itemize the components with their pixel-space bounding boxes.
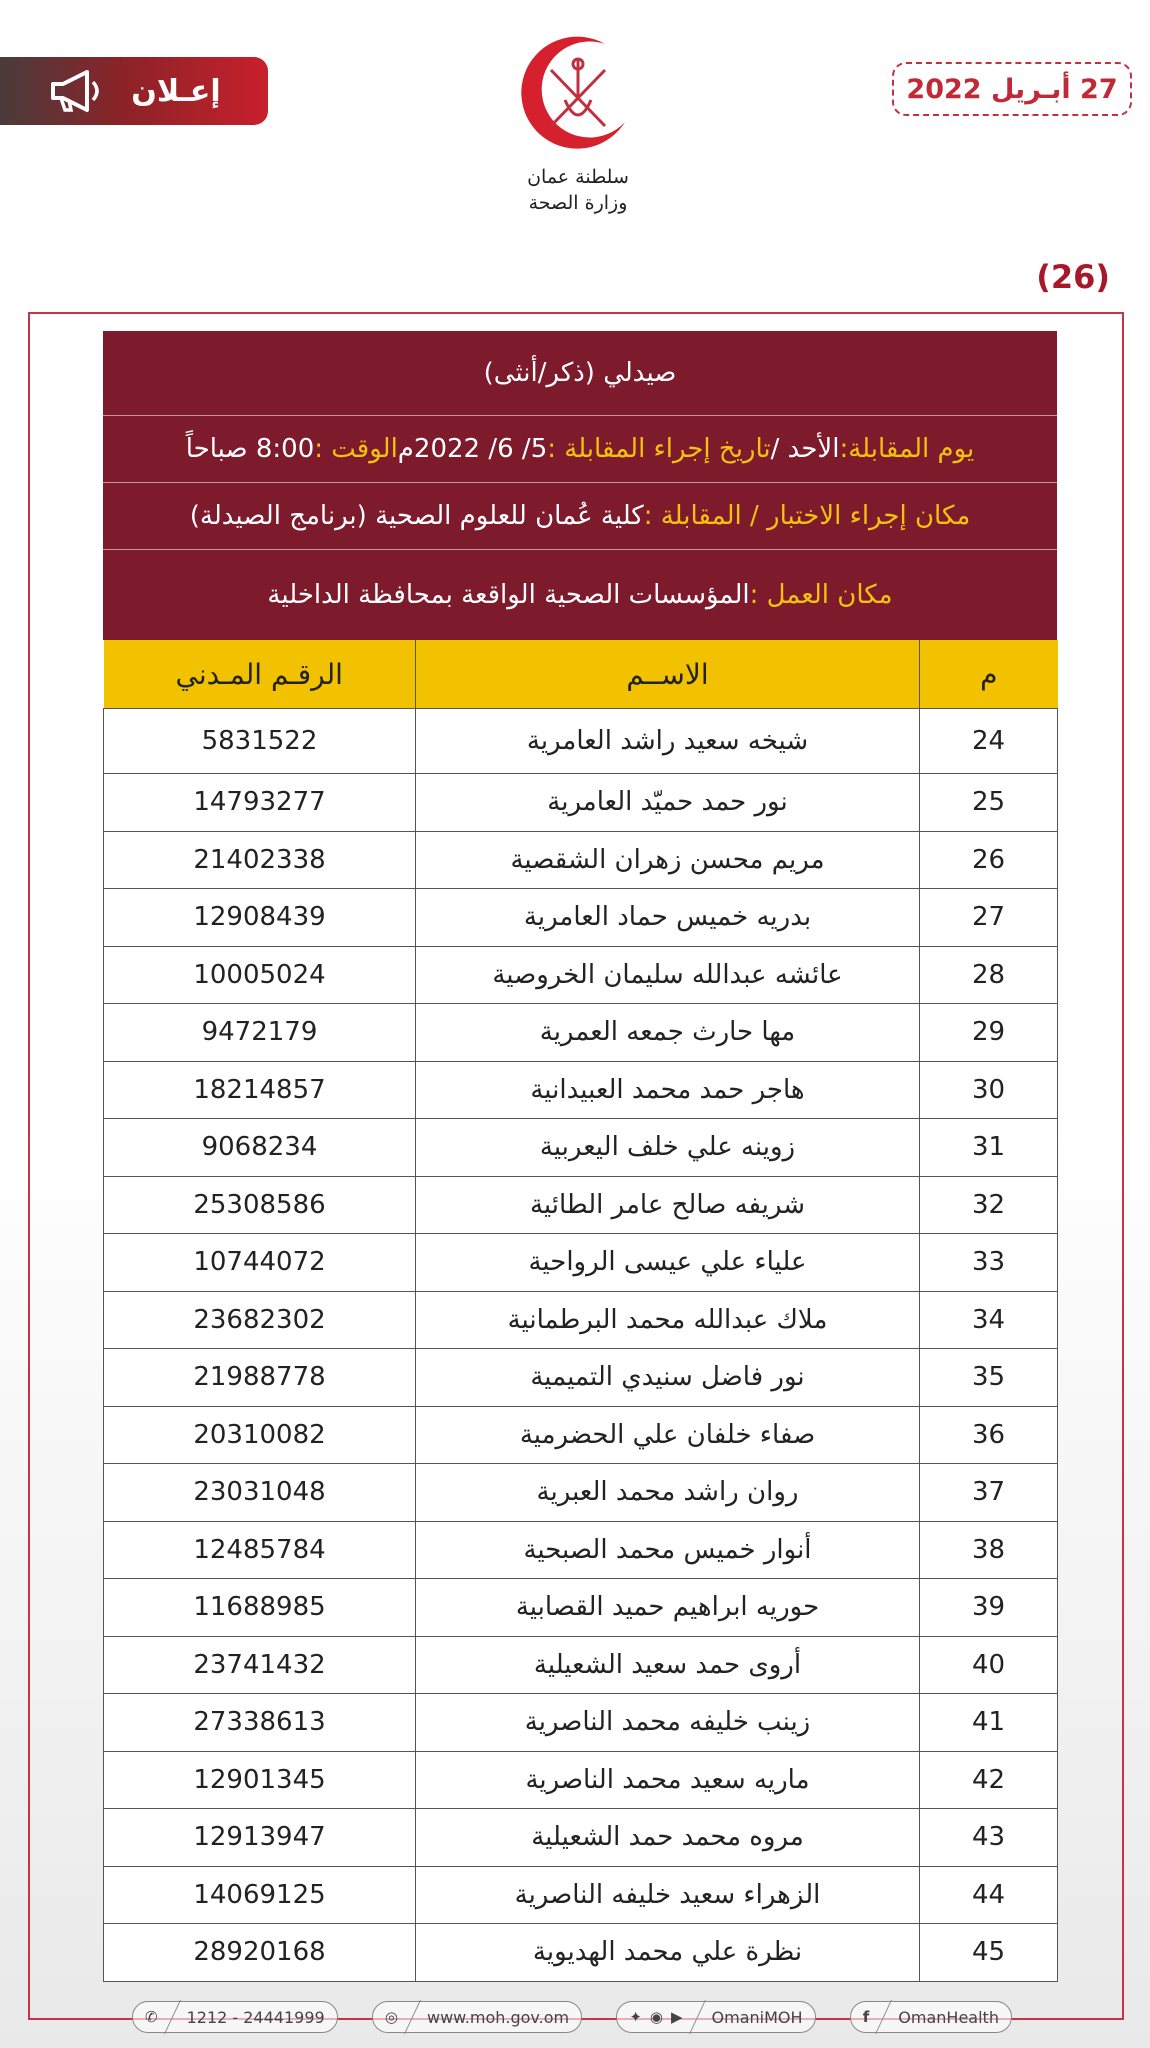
candidate-name: ماريه سعيد محمد الناصرية	[416, 1751, 920, 1809]
table-row	[104, 709, 1058, 774]
job-title-text: صيدلي (ذكر/أنثى)	[483, 358, 677, 388]
candidate-name: علياء علي عيسى الرواحية	[416, 1234, 920, 1292]
twitter-icon[interactable]: ✦	[629, 2008, 642, 2026]
table-row	[104, 1291, 1058, 1349]
row-number: 34	[920, 1291, 1058, 1349]
divider	[404, 2000, 421, 2034]
divider	[689, 2000, 706, 2034]
time-label: الوقت :	[314, 434, 398, 464]
civil-id: 14793277	[104, 774, 416, 832]
phone-number: 1212 - 24441999	[186, 2007, 325, 2027]
row-number: 32	[920, 1176, 1058, 1234]
workplace-value: المؤسسات الصحية الواقعة بمحافظة الداخلية	[267, 580, 750, 610]
table-row	[104, 1809, 1058, 1867]
interview-date-label: تاريخ إجراء المقابلة :	[547, 434, 771, 464]
khanjar-emblem-icon	[513, 30, 643, 160]
civil-id: 12901345	[104, 1751, 416, 1809]
page-number: (26)	[1036, 258, 1110, 296]
civil-id: 10005024	[104, 946, 416, 1004]
civil-id: 5831522	[104, 709, 416, 774]
civil-id: 10744072	[104, 1234, 416, 1292]
row-number: 40	[920, 1636, 1058, 1694]
workplace-label: مكان العمل :	[749, 580, 893, 610]
civil-id: 25308586	[104, 1176, 416, 1234]
row-number: 30	[920, 1061, 1058, 1119]
row-number: 29	[920, 1004, 1058, 1062]
candidate-name: ملاك عبدالله محمد البرطمانية	[416, 1291, 920, 1349]
table-row	[104, 774, 1058, 832]
civil-id: 12908439	[104, 889, 416, 947]
main-content	[103, 331, 1057, 1982]
civil-id: 11688985	[104, 1579, 416, 1637]
civil-id: 9068234	[104, 1119, 416, 1177]
table-row	[104, 1924, 1058, 1982]
civil-id: 28920168	[104, 1924, 416, 1982]
candidate-name: حوريه ابراهيم حميد القصابية	[416, 1579, 920, 1637]
header-num: م	[920, 640, 1058, 709]
civil-id: 20310082	[104, 1406, 416, 1464]
civil-id: 21402338	[104, 831, 416, 889]
phone-contact[interactable]	[132, 2001, 338, 2033]
table-row	[104, 831, 1058, 889]
table-row	[104, 1349, 1058, 1407]
youtube-icon[interactable]: ▶	[671, 2008, 683, 2026]
row-number: 26	[920, 831, 1058, 889]
candidate-name: عائشه عبدالله سليمان الخروصية	[416, 946, 920, 1004]
info-banner	[103, 331, 1057, 640]
interview-venue	[103, 483, 1057, 550]
divider	[164, 2000, 181, 2034]
civil-id: 23682302	[104, 1291, 416, 1349]
civil-id: 21988778	[104, 1349, 416, 1407]
row-number: 27	[920, 889, 1058, 947]
row-number: 25	[920, 774, 1058, 832]
divider	[875, 2000, 892, 2034]
candidate-name: شيخه سعيد راشد العامرية	[416, 709, 920, 774]
table-row	[104, 1004, 1058, 1062]
venue-label: مكان إجراء الاختبار / المقابلة :	[643, 501, 971, 531]
table-row	[104, 1866, 1058, 1924]
announcement-banner	[0, 57, 268, 125]
civil-id: 18214857	[104, 1061, 416, 1119]
table-row	[104, 1464, 1058, 1522]
website-link[interactable]	[372, 2001, 582, 2033]
candidate-name: روان راشد محمد العبرية	[416, 1464, 920, 1522]
row-number: 43	[920, 1809, 1058, 1867]
candidate-name: نور حمد حميّد العامرية	[416, 774, 920, 832]
table-row	[104, 1579, 1058, 1637]
table-row	[104, 946, 1058, 1004]
announcement-date: 27 أبـريل 2022	[892, 62, 1132, 116]
interview-day-label: يوم المقابلة:	[839, 434, 975, 464]
row-number: 31	[920, 1119, 1058, 1177]
table-row	[104, 1176, 1058, 1234]
civil-id: 23741432	[104, 1636, 416, 1694]
candidate-name: الزهراء سعيد خليفه الناصرية	[416, 1866, 920, 1924]
row-number: 41	[920, 1694, 1058, 1752]
interview-day-value: الأحد /	[770, 434, 840, 464]
footer	[132, 1999, 1012, 2035]
facebook-link[interactable]	[850, 2001, 1012, 2033]
instagram-icon[interactable]: ◉	[649, 2008, 663, 2026]
interview-schedule	[103, 416, 1057, 483]
candidate-name: هاجر حمد محمد العبيدانية	[416, 1061, 920, 1119]
logo-line-2: وزارة الصحة	[528, 192, 628, 214]
candidate-name: نور فاضل سنيدي التميمية	[416, 1349, 920, 1407]
candidate-name: أروى حمد سعيد الشعيلية	[416, 1636, 920, 1694]
venue-value: كلية عُمان للعلوم الصحية (برنامج الصيدلة)	[189, 501, 644, 531]
candidate-name: شريفه صالح عامر الطائية	[416, 1176, 920, 1234]
civil-id: 9472179	[104, 1004, 416, 1062]
table-row	[104, 1521, 1058, 1579]
row-number: 37	[920, 1464, 1058, 1522]
table-row	[104, 1751, 1058, 1809]
civil-id: 12485784	[104, 1521, 416, 1579]
row-number: 33	[920, 1234, 1058, 1292]
candidate-name: مريم محسن زهران الشقصية	[416, 831, 920, 889]
table-header-row	[104, 640, 1058, 709]
interview-date-value: 5/ 6/ 2022م	[397, 434, 548, 464]
facebook-handle: OmanHealth	[898, 2007, 999, 2027]
row-number: 24	[920, 709, 1058, 774]
website-text: www.moh.gov.om	[427, 2007, 570, 2027]
candidate-name: زوينه علي خلف اليعربية	[416, 1119, 920, 1177]
table-row	[104, 1061, 1058, 1119]
table-row	[104, 1694, 1058, 1752]
civil-id: 23031048	[104, 1464, 416, 1522]
header-name: الاســم	[416, 640, 920, 709]
civil-id: 14069125	[104, 1866, 416, 1924]
globe-icon: ◎	[384, 2008, 398, 2026]
time-value: 8:00 صباحاً	[185, 434, 315, 464]
social-links[interactable]	[616, 2001, 815, 2033]
header-civil-id: الرقـم المـدني	[104, 640, 416, 709]
phone-icon: ✆	[145, 2008, 158, 2026]
row-number: 28	[920, 946, 1058, 1004]
job-title	[103, 331, 1057, 416]
table-row	[104, 1234, 1058, 1292]
table-row	[104, 1119, 1058, 1177]
candidate-name: صفاء خلفان علي الحضرمية	[416, 1406, 920, 1464]
row-number: 38	[920, 1521, 1058, 1579]
civil-id: 12913947	[104, 1809, 416, 1867]
row-number: 44	[920, 1866, 1058, 1924]
candidate-name: أنوار خميس محمد الصبحية	[416, 1521, 920, 1579]
row-number: 45	[920, 1924, 1058, 1982]
table-row	[104, 1636, 1058, 1694]
candidate-name: مها حارث جمعه العمرية	[416, 1004, 920, 1062]
table-body	[104, 709, 1058, 1982]
announcement-label: إعـلان	[131, 73, 221, 109]
candidate-name: نظرة علي محمد الهديوية	[416, 1924, 920, 1982]
row-number: 35	[920, 1349, 1058, 1407]
table-row	[104, 1406, 1058, 1464]
workplace	[103, 550, 1057, 640]
logo-line-1: سلطنة عمان	[527, 166, 629, 188]
row-number: 36	[920, 1406, 1058, 1464]
row-number: 42	[920, 1751, 1058, 1809]
candidate-name: مروه محمد حمد الشعيلية	[416, 1809, 920, 1867]
facebook-icon: f	[862, 2008, 870, 2026]
table-row	[104, 889, 1058, 947]
megaphone-icon	[47, 66, 109, 116]
candidates-table	[103, 640, 1058, 1982]
row-number: 39	[920, 1579, 1058, 1637]
social-handle: OmaniMOH	[711, 2007, 803, 2027]
ministry-logo	[488, 30, 668, 230]
civil-id: 27338613	[104, 1694, 416, 1752]
candidate-name: زينب خليفه محمد الناصرية	[416, 1694, 920, 1752]
candidate-name: بدريه خميس حماد العامرية	[416, 889, 920, 947]
